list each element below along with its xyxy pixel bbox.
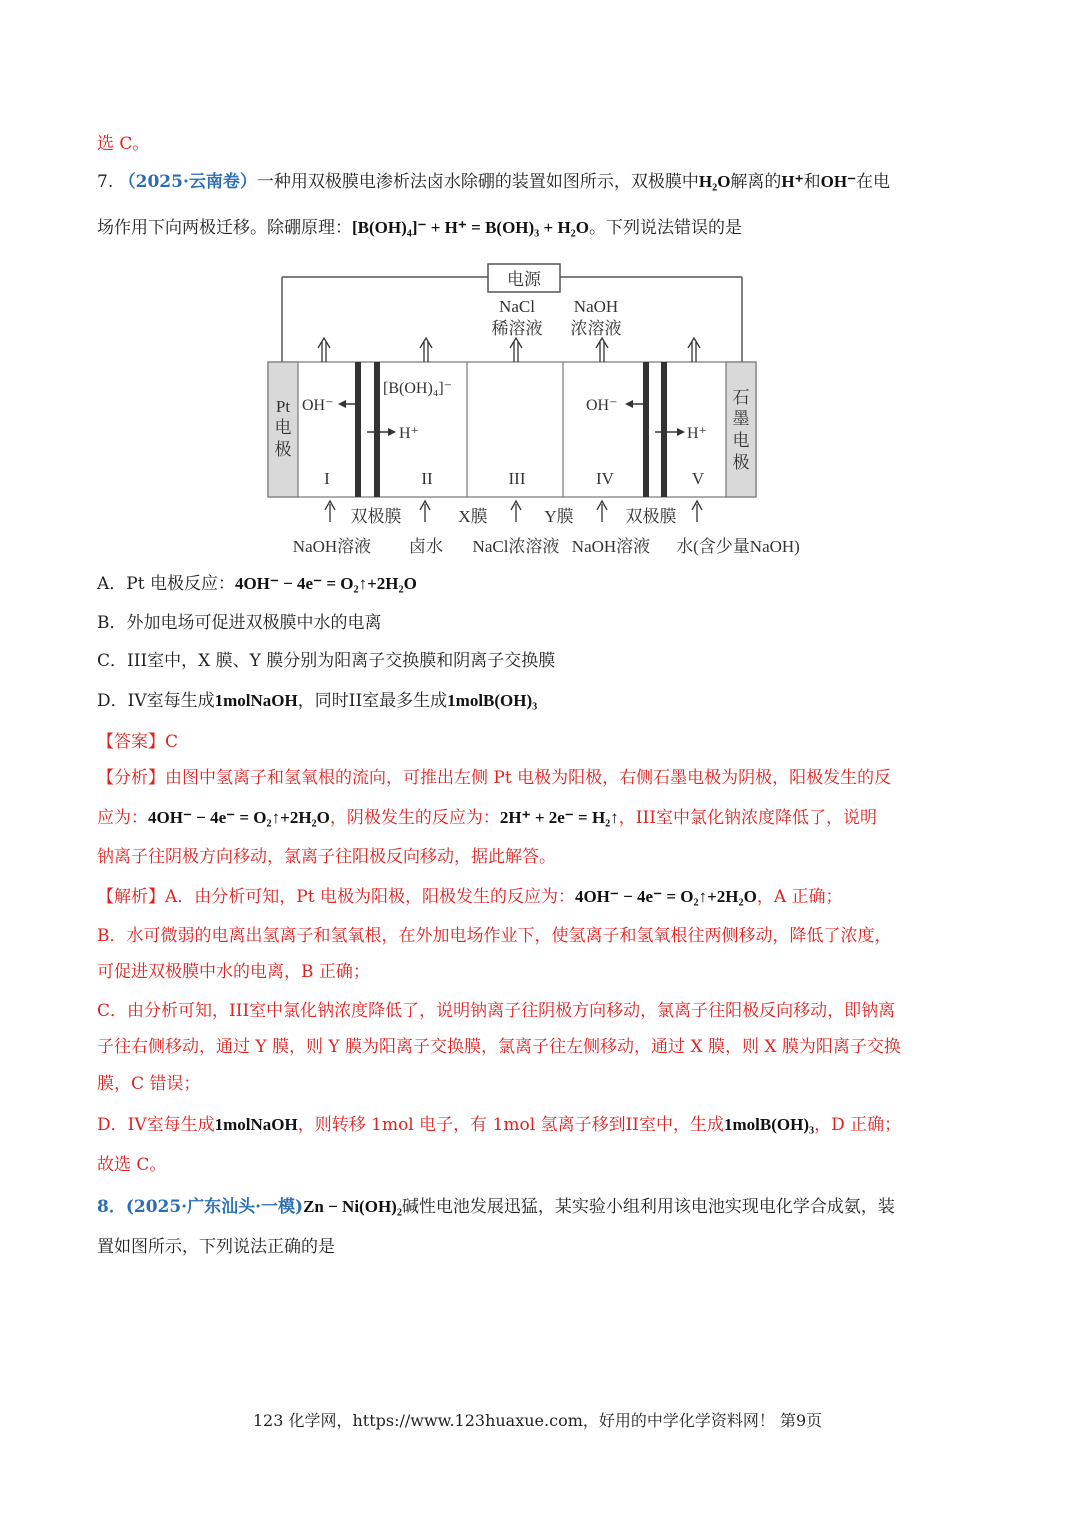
analysis-line-1: 【分析】由图中氢离子和氢氧根的流向，可推出左侧 Pt 电极为阳极，右侧石墨电极为阴极，阳极发生的反 (97, 768, 892, 788)
analysis-text: ，阴极发生的反应为： (329, 808, 500, 828)
formula-anode: 4OH⁻ − 4e⁻ = O₂↑+2H₂O (234, 574, 417, 593)
inlet-label: 水(含少量NaOH) (676, 537, 800, 556)
formula-anode: 4OH⁻ − 4e⁻ = O₂↑+2H₂O (148, 808, 330, 827)
question-source: 8．(2025·广东汕头·一模) (97, 1197, 304, 1217)
explanation-text: 【解析】A．由分析可知，Pt 电极为阳极，阳极发生的反应为： (97, 887, 575, 907)
formula-cathode: 2H⁺ + 2e⁻ = H₂↑ (499, 808, 619, 827)
formula-naoh: 1molNaOH (214, 1115, 298, 1134)
question-7-line-1 (97, 171, 890, 193)
graphite-electrode (726, 362, 756, 497)
formula-boh3: 1molB(OH)₃ (447, 691, 538, 710)
bipolar-membrane-right-a (643, 362, 649, 497)
electrode-label: 墨 (732, 409, 750, 428)
question-text: 在电 (856, 172, 891, 192)
option-text: ，同时II室最多生成 (297, 691, 448, 711)
membrane-label: X膜 (458, 507, 488, 526)
explanation-line-4: C．由分析可知，III室中氯化钠浓度降低了，说明钠离子往阴极方向移动，氯离子往阳极反向移动，即钠离 (97, 1001, 896, 1021)
outlet-label: NaOH (573, 297, 619, 316)
bipolar-membrane-left-b (374, 362, 380, 497)
outlet-label: NaCl (499, 297, 535, 316)
explanation-text: D．IV室每生成 (97, 1115, 215, 1135)
option-c: C．III室中，X 膜、Y 膜分别为阳离子交换膜和阴离子交换膜 (97, 651, 556, 671)
formula-naoh: 1molNaOH (214, 691, 298, 710)
option-text: A．Pt 电极反应： (97, 574, 235, 594)
membrane-label: 双极膜 (625, 507, 677, 526)
power-source-label: 电源 (507, 270, 541, 289)
electrode-label: 极 (732, 453, 750, 472)
answer: 【答案】C (97, 732, 179, 752)
question-text: 场作用下向两极迁移。除硼原理： (97, 218, 352, 238)
question-text: 解离的 (730, 172, 782, 192)
ion-label: H⁺ (687, 425, 707, 442)
electrode-label: Pt (275, 397, 291, 416)
explanation-line-2: B．水可微弱的电离出氢离子和氢氧根，在外加电场作业下，使氢离子和氢氧根往两侧移动，降低了浓度， (97, 926, 892, 946)
option-a (97, 573, 417, 595)
formula-boh3: 1molB(OH)₃ (724, 1115, 815, 1134)
formula-boron-removal: [B(OH)₄]⁻ + H⁺ = B(OH)₃ + H₂O (352, 218, 590, 237)
analysis-line-2 (97, 807, 877, 829)
question-8-line-1 (97, 1196, 895, 1218)
ion-label: H⁺ (399, 425, 419, 442)
question-text: 和 (803, 172, 821, 192)
inlet-label: NaCl浓溶液 (472, 537, 560, 556)
room-label: I (324, 469, 330, 488)
explanation-line-8: 故选 C。 (97, 1155, 167, 1175)
explanation-line-1 (97, 886, 843, 908)
ion-label: [B(OH)₄]⁻ (383, 380, 453, 397)
explanation-line-7 (97, 1114, 901, 1136)
explanation-text: ，则转移 1mol 电子，有 1mol 氢离子移到II室中，生成 (297, 1115, 724, 1135)
option-d (97, 690, 537, 712)
question-number: 7. (97, 172, 114, 192)
inlet-label: NaOH溶液 (571, 537, 651, 556)
outlet-label: 浓溶液 (570, 319, 622, 338)
question-text: 碱性电池发展迅猛，某实验小组利用该电池实现电化学合成氨，装 (401, 1197, 895, 1217)
membrane-label: Y膜 (544, 507, 574, 526)
room-label: II (421, 469, 433, 488)
formula-ohminus: OH⁻ (820, 172, 857, 191)
formula-battery: Zn − Ni(OH)₂ (303, 1197, 402, 1216)
prev-answer-end: 选 C。 (97, 134, 150, 154)
room-label: V (691, 469, 705, 488)
electrode-label: 极 (274, 440, 292, 459)
question-7-line-2 (97, 217, 742, 239)
formula-hplus: H⁺ (781, 172, 804, 191)
bipolar-membrane-right-b (661, 362, 667, 497)
option-b: B．外加电场可促进双极膜中水的电离 (97, 613, 382, 633)
ion-label: OH⁻ (586, 397, 618, 414)
room-label: IV (596, 469, 614, 488)
ion-label: OH⁻ (302, 397, 334, 414)
question-text: 一种用双极膜电渗析法卤水除硼的装置如图所示，双极膜中 (256, 172, 699, 192)
analysis-line-3: 钠离子往阴极方向移动，氯离子往阳极反向移动，据此解答。 (97, 847, 556, 867)
explanation-line-5: 子往右侧移动，通过 Y 膜，则 Y 膜为阳离子交换膜，氯离子往左侧移动，通过 X 膜，则 X 膜为阳离子交换 (97, 1037, 901, 1057)
analysis-text: 应为： (97, 808, 148, 828)
inlet-label: NaOH溶液 (292, 537, 372, 556)
electrode-label: 电 (732, 431, 750, 450)
question-source: （2025·云南卷） (118, 172, 257, 192)
membrane-label: 双极膜 (350, 507, 402, 526)
question-text: 。下列说法错误的是 (589, 218, 743, 238)
outlet-arrows (318, 338, 700, 362)
electrode-label: 石 (732, 388, 750, 407)
outlet-label: 稀溶液 (491, 319, 543, 338)
formula-anode: 4OH⁻ − 4e⁻ = O₂↑+2H₂O (574, 887, 757, 906)
room-label: III (508, 469, 526, 488)
explanation-line-6: 膜，C 错误； (97, 1074, 201, 1094)
formula-h2o: H₂O (698, 172, 731, 191)
analysis-text: ，III室中氯化钠浓度降低了，说明 (618, 808, 877, 828)
option-text: D．IV室每生成 (97, 691, 215, 711)
bipolar-membrane-left-a (355, 362, 361, 497)
explanation-text: ，D 正确； (814, 1115, 902, 1135)
page-footer: 123 化学网，https://www.123huaxue.com，好用的中学化学资料网！ 第9页 (252, 1411, 823, 1430)
explanation-text: ，A 正确； (756, 887, 843, 907)
electrodialysis-diagram (260, 260, 820, 565)
question-8-line-2: 置如图所示，下列说法正确的是 (97, 1237, 335, 1257)
electrode-label: 电 (274, 418, 292, 437)
explanation-line-3: 可促进双极膜中水的电离，B 正确； (97, 962, 370, 982)
inlet-label: 卤水 (409, 537, 443, 556)
